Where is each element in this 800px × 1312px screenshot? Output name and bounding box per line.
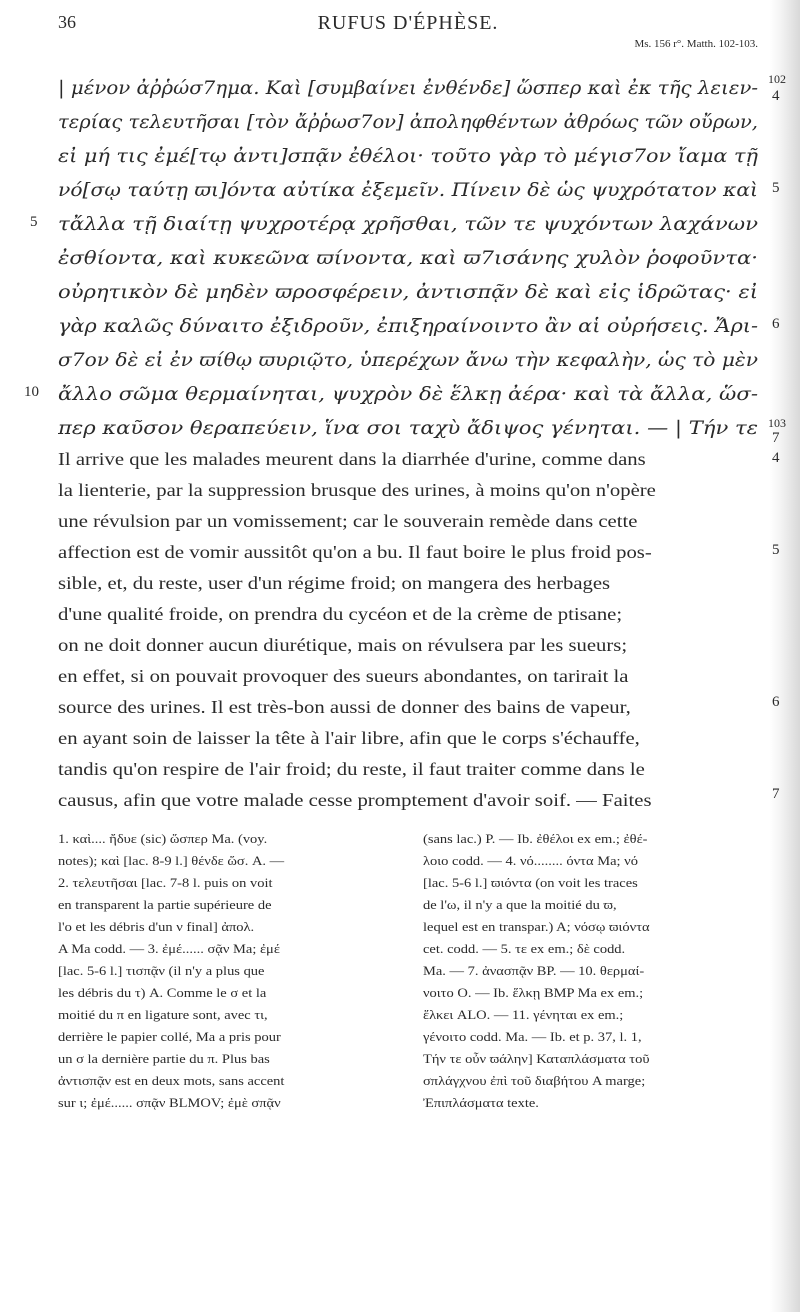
- page-header: [58, 12, 758, 52]
- note-line: lequel est en transpar.) A; νόσῳ ϖιόντα: [423, 920, 650, 934]
- note-line: les débris du τ) A. Comme le σ et la: [58, 986, 267, 1000]
- note-line: en transparent la partie supérieure de: [58, 898, 272, 912]
- greek-line: νό[σῳ ταύτῃ ϖι]όντα αὐτίκα ἐξεμεῖν. Πίνειν δὲ ὡς ψυχρότατον καὶ: [58, 180, 758, 201]
- page-number: 36: [58, 12, 76, 32]
- note-line: Ma. — 7. ἀνασπᾷν BP. — 10. θερμαί-: [423, 964, 645, 978]
- greek-line: περ καῦσον θεραπεύειν, ἵνα σοι ταχὺ ἄδιψος γένηται. — | Τήν τε: [58, 418, 758, 439]
- notes-left-column: [58, 828, 393, 1114]
- note-line: ἕλκει ALO. — 11. γένηται ex em.;: [423, 1008, 624, 1022]
- note-line: derrière le papier collé, Ma a pris pour: [58, 1030, 281, 1044]
- note-line: 1. καὶ.... ἤδυε (sic) ὥσπερ Ma. (voy.: [58, 832, 268, 846]
- greek-margin-number: 7: [772, 430, 780, 446]
- french-line: une révulsion par un vomissement; car le souverain remède dans cette: [58, 511, 638, 531]
- french-line: tandis qu'on respire de l'air froid; du reste, il faut traiter comme dans le: [58, 759, 645, 779]
- note-line: Ἐπιπλάσματα texte.: [423, 1096, 539, 1110]
- french-line: Il arrive que les malades meurent dans la diarrhée d'urine, comme dans: [58, 449, 646, 469]
- french-line: on ne doit donner aucun diurétique, mais on révulsera par les sueurs;: [58, 635, 628, 655]
- note-line: λοιο codd. — 4. νό........ όντα Ma; νό: [423, 854, 638, 868]
- note-line: [lac. 5-6 l.] τισπᾷν (il n'y a plus que: [58, 964, 265, 978]
- french-line: sible, et, du reste, user d'un régime froid; on mangera des herbages: [58, 573, 611, 593]
- french-line: causus, afin que votre malade cesse promptement d'avoir soif. — Faites: [58, 790, 652, 810]
- greek-margin-number: 4: [772, 88, 780, 104]
- note-line: moitié du π en ligature sont, avec τι,: [58, 1008, 268, 1022]
- greek-text-block: [58, 72, 758, 446]
- note-line: σπλάγχνου ἐπὶ τοῦ διαβήτου A marge;: [423, 1074, 646, 1088]
- greek-line: | μένον ἀῤῥώσ7ημα. Καὶ [συμβαίνει ἐνθένδε] ὥσπερ καὶ ἐκ τῆς λειεν-: [58, 78, 758, 99]
- note-line: 2. τελευτῆσαι [lac. 7-8 l. puis on voit: [58, 876, 273, 890]
- french-line: en ayant soin de laisser la tête à l'air libre, afin que le corps s'échauffe,: [58, 728, 640, 748]
- note-line: A Ma codd. — 3. ἐμέ...... σᾷν Ma; ἐμέ: [58, 942, 280, 956]
- greek-line: σ7ον δὲ εἰ ἐν ϖίθῳ ϖυριῷτο, ὑπερέχων ἄνω τὴν κεφαλὴν, ὡς τὸ μὲν: [58, 350, 758, 371]
- note-line: de l'ω, il n'y a que la moitié du ϖ,: [423, 898, 617, 912]
- greek-margin-number: 102: [768, 72, 786, 86]
- french-margin-number: 6: [772, 694, 780, 710]
- note-line: l'ο et les débris d'un ν final] ἀπολ.: [58, 920, 255, 934]
- note-line: [lac. 5-6 l.] ϖιόντα (on voit les traces: [423, 876, 638, 890]
- greek-line-number-left: 10: [24, 384, 39, 400]
- greek-line-number-left: 5: [30, 214, 38, 230]
- greek-line: ἐσθίοντα, καὶ κυκεῶνα ϖίνοντα, καὶ ϖ7ισάνης χυλὸν ῥοφοῦντα·: [58, 248, 758, 269]
- french-line: d'une qualité froide, on prendra du cycéon et de la crème de ptisane;: [58, 604, 623, 624]
- french-margin-number: 5: [772, 542, 780, 558]
- note-line: ἀντισπᾷν est en deux mots, sans accent: [58, 1074, 285, 1088]
- running-title: RUFUS D'ÉPHÈSE.: [317, 12, 499, 34]
- note-line: νοιτο O. — Ib. ἕλκῃ BMP Ma ex em.;: [423, 986, 644, 1000]
- french-margin-number: 4: [772, 450, 780, 466]
- note-line: γένοιτο codd. Ma. — Ib. et p. 37, l. 1,: [423, 1030, 642, 1044]
- french-line: source des urines. Il est très-bon aussi de donner des bains de vapeur,: [58, 697, 631, 717]
- notes-right-column: [423, 828, 758, 1114]
- note-line: sur ι; ἐμέ...... σπᾷν BLMOV; ἐμὲ σπᾷν: [58, 1096, 281, 1110]
- french-margin-number: 7: [772, 786, 780, 802]
- note-line: Τήν τε οὖν ϖάλην] Καταπλάσματα τοῦ: [423, 1052, 650, 1066]
- greek-line: γὰρ καλῶς δύναιτο ἐξιδροῦν, ἐπιξηραίνοιντο ἂν αἱ οὐρήσεις. Ἄρι-: [58, 316, 758, 337]
- note-line: notes); καὶ [lac. 8-9 l.] θένδε ὥσ. A. —: [58, 854, 285, 868]
- greek-line: τἄλλα τῇ διαίτῃ ψυχροτέρᾳ χρῆσθαι, τῶν τε ψυχόντων λαχάνων: [58, 214, 758, 235]
- french-translation-block: [58, 444, 758, 816]
- note-line: un σ la dernière partie du π. Plus bas: [58, 1052, 270, 1066]
- greek-margin-number: 5: [772, 180, 780, 196]
- note-line: cet. codd. — 5. τε ex em.; δὲ codd.: [423, 942, 626, 956]
- manuscript-reference: Ms. 156 r°. Matth. 102-103.: [634, 38, 758, 50]
- greek-margin-number: 6: [772, 316, 780, 332]
- french-line: affection est de vomir aussitôt qu'on a bu. Il faut boire le plus froid pos-: [58, 542, 652, 562]
- greek-line: εἰ μή τις ἐμέ[τῳ ἀντι]σπᾷν ἐθέλοι· τοῦτο γὰρ τὸ μέγισ7ον ἴαμα τῇ: [58, 146, 758, 167]
- french-line: en effet, si on pouvait provoquer des sueurs abondantes, on tarirait la: [58, 666, 629, 686]
- greek-line: ἄλλο σῶμα θερμαίνηται, ψυχρὸν δὲ ἕλκῃ ἀέρα· καὶ τὰ ἄλλα, ὥσ-: [58, 384, 758, 405]
- greek-line: τερίας τελευτῆσαι [τὸν ἄῤῥωσ7ον] ἀποληφθέντων ἀθρόως τῶν οὔρων,: [58, 112, 758, 133]
- greek-line: οὐρητικὸν δὲ μηδὲν ϖροσφέρειν, ἀντισπᾷν δὲ καὶ εἰς ἱδρῶτας· εἰ: [58, 282, 758, 303]
- note-line: (sans lac.) P. — Ib. ἐθέλοι ex em.; ἐθέ-: [423, 832, 648, 846]
- greek-margin-number: 103: [768, 416, 786, 430]
- french-line: la lienterie, par la suppression brusque des urines, à moins qu'on n'opère: [58, 480, 656, 500]
